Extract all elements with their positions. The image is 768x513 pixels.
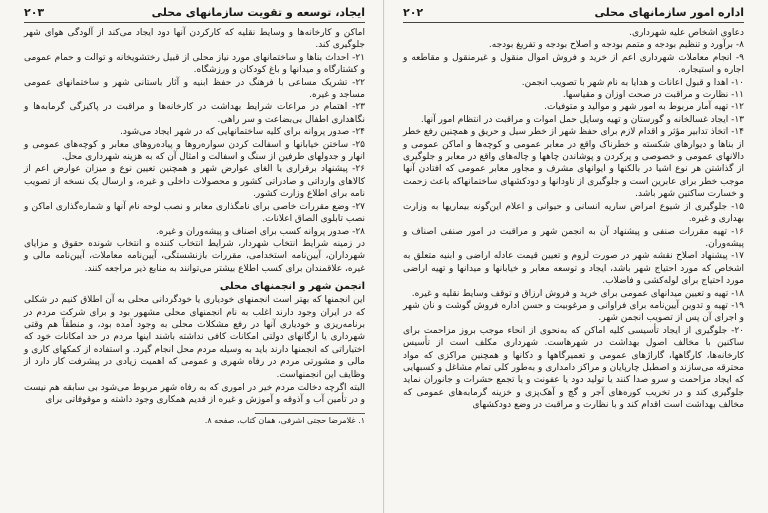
list-item: ۱۶- تهیه مقررات صنفی و پیشنهاد آن به انجمن شهر و مراقبت در امور صنفی اصناف و پیشه‌وران. [403, 226, 744, 249]
list-item: ۱۹- تهیه و تدوین آیین‌نامه برای فراوانی و مرغوبیت و حسن اداره فروش گوشت و نان شهر و اجرای آن پس از تصویب انجمن شهر. [403, 300, 744, 324]
right-running-head [403, 6, 744, 23]
list-item: ۱۳- ایجاد غسالخانه و گورستان و تهیه وسایل حمل اموات و مراقبت در انتظام امور آنها. [420, 114, 744, 125]
section-heading: انجمن شهر و انجمنهای محلی [219, 281, 365, 293]
list-item: ۲۴- صدور پروانه برای کلیه ساختمانهایی که در شهر ایجاد می‌شود. [119, 127, 365, 138]
left-body [24, 27, 365, 426]
list-item: ۱۸- تهیه و تعیین میدانهای عمومی برای خرید و فروش ارزاق و توقف وسایط نقلیه و غیره. [411, 288, 744, 299]
list-item: دعاوی اشخاص علیه شهرداری. [629, 28, 744, 38]
footnote-divider [255, 413, 365, 414]
left-running-head [24, 6, 365, 23]
list-item: ۱۰- اهدا و قبول اعانات و هدایا به نام شهر با تصویب انجمن. [521, 77, 744, 88]
list-item: ۲۸- صدور پروانه کسب برای اصناف و پیشه‌وران و غیره. [155, 226, 365, 237]
section-paragraph: این انجمنها که بهتر است انجمنهای خودیاری یا خودگردانی محلی به آن اطلاق کنیم در شکلی که در ایران وجود دارند اغلب به نام انجمنهای محلی مشهور بود و برای شرکت مردم در برنامه‌ریزی و خودیاری آنها در رفع مشکلات محلی به وجود آمده بود، و منطقاً هم وقتی شهرداری یا ارگانهای دولتی امکانات کافی نداشته باشند اینها مردم در حد امکانات خود که اختیاراتی که انجمنها دارند باید به وسیله مردم محل انجام گیرد. و استفاده از کمکهای کاری و مالی و مشورتی مردم در رفاه شهری و عمومی که اهمیت زیادی در پیشرفت کار دارد از وظایف این انجمنهاست. [24, 295, 365, 380]
list-item: ۲۰- جلوگیری از ایجاد تأسیسی کلیه اماکن که به‌نحوی از انحاء موجب بروز مزاحمت برای ساکنین با مخالف اصول بهداشت در شهرهاست. شهرداری مکلف است از تأسیس کارخانه‌ها، کارگاهها، گاراژهای عمومی و تعمیرگاهها و دکانها و همچنین مراکزی که مواد محترقه می‌سازند و اصطبل چارپایان و مراکز دامداری و به‌طور کلی تمام مشاغل و کسبهایی که ایجاد مزاحمت و سرو صدا کنند یا تولید دود یا عفونت و یا تجمع حشرات و جانوران نماید جلوگیری کند و در تخریب کوره‌های آجر و گچ و آهک‌پزی و خزینه گرمابه‌های عمومی که مخالف بهداشت است اقدام کند و با نظارت و مراقبت در وضع دودکشهای [403, 325, 744, 411]
list-item: ۲۷- وضع مقررات خاصی برای نامگذاری معابر و نصب لوحه نام آنها و شماره‌گذاری اماکن و نصب تابلوی الصاق اعلانات. [24, 201, 365, 225]
list-item: اماکن و کارخانه‌ها و وسایط نقلیه که کارکردن آنها دود ایجاد می‌کند از آلودگی هوای شهر جلوگیری کند. [24, 28, 365, 51]
section-paragraph: البته اگرچه دخالت مردم خیر در اموری که به رفاه شهر مربوط می‌شود بی سابقه هم نیست و در تأمین آب و آذوقه و آموزش و غیره از قدیم همکاری وجود داشته و موقوفاتی برای [24, 382, 365, 406]
list-item: ۱۵- جلوگیری از شیوع امراض ساریه انسانی و حیوانی و اعلام این‌گونه بیماریها به وزارت بهداری و غیره. [403, 201, 744, 225]
right-body [403, 27, 744, 412]
list-item: ۱۷- پیشنهاد اصلاح نقشه شهر در صورت لزوم و تعیین قیمت عادله اراضی و ابنیه متعلق به اشخاص که مورد احتیاج شهر باشد، ایجاد و توسعه معابر و خیابانها و میدانها و تهیه اراضی مورد احتیاج برای لوله‌کشی و فاضلاب. [403, 251, 744, 287]
list-item: ۱۱- نظارت و مراقبت در صحت اوزان و مقیاسها. [562, 90, 744, 101]
list-item: ۱۴- اتخاذ تدابیر مؤثر و اقدام لازم برای حفظ شهر از خطر سیل و حریق و همچنین رفع خطر از بناها و دیوارهای شکسته و خطرناک واقع در معابر عمومی و کوچه‌ها و اماکن عمومی و دالانهای عمومی و خصوصی و پرکردن و پوشاندن چاهها و چاله‌های واقع در معابر و جلوگیری از گذاشتن هر نوع اشیا در بالکنها و ایوانهای مشرف و مجاور معابر عمومی که افتادن آنها موجب خطر برای عابرین است و جلوگیری از ناودانها و دودکشهای ساختمانهاکه باعث زحمت و خسارت ساکنین شهر باشد. [403, 127, 744, 200]
right-page-number: ۲۰۲ [403, 6, 424, 19]
list-item: ۲۱- احداث بناها و ساختمانهای مورد نیاز محلی از قبیل رختشویخانه و توالت و حمام عمومی و کشتارگاه و میدانها و باغ کودکان و ورزشگاه. [24, 52, 365, 76]
right-page [385, 0, 768, 513]
left-page-number: ۲۰۳ [24, 6, 45, 19]
list-item: ۲۶- پیشنهاد برقراری یا الغای عوارض شهر و همچنین تعیین نوع و میزان عوارض اعم از کالاهای وارداتی و صادراتی کشور و محصولات داخلی و غیره، و ارسال یک نسخه از تصویب نامه برای اطلاع وزارت کشور. [24, 164, 365, 200]
list-item: ۹- انجام معاملات شهرداری اعم از خرید و فروش اموال منقول و غیرمنقول و مقاطعه و اجاره و استیجاره. [403, 52, 744, 76]
list-item: ۲۲- تشریک مساعی با فرهنگ در حفظ ابنیه و آثار باستانی شهر و ساختمانهای عمومی مساجد و غیره. [24, 77, 365, 101]
list-item: ۲۵- ساختن خیابانها و اسفالت کردن سواره‌روها و پیاده‌روهای معابر و کوچه‌های عمومی و انهار و جدولهای طرفین از سنگ و اسفالت و امثال آن که به هزینه شهرداری محل. [24, 139, 365, 163]
list-item: ۸- برآورد و تنظیم بودجه و متمم بودجه و اصلاح بودجه و تفریغ بودجه. [488, 40, 744, 51]
list-item: ۲۳- اهتمام در مراعات شرایط بهداشت در کارخانه‌ها و مراقبت در پاکیزگی گرمابه‌ها و نگاهداری اطفال بی‌بضاعت و سر راهی. [24, 102, 365, 125]
closing-paragraph: در زمینه شرایط انتخاب شهردار، شرایط انتخاب کننده و انتخاب شونده حقوق و مزایای شهرداران، آیین‌نامه استخدامی، مقررات بازنشستگی، آیین‌نامه معاملات، آیین‌نامه مالی و غیره، علاقمندان برای کسب اطلاع بیشتر می‌توانند به منابع ذیر مراجعه کنند. [24, 238, 365, 274]
list-item: ۱۲- تهیه آمار مربوط به امور شهر و موالید و متوفیات. [544, 102, 744, 113]
left-header-title: ایجاد، توسعه و تقویت سازمانهای محلی [151, 6, 365, 19]
right-header-title: اداره امور سازمانهای محلی [594, 6, 744, 19]
footnote: ۱. غلامرضا حجتی اشرفی، همان کتاب، صفحه ۸. [204, 415, 365, 425]
